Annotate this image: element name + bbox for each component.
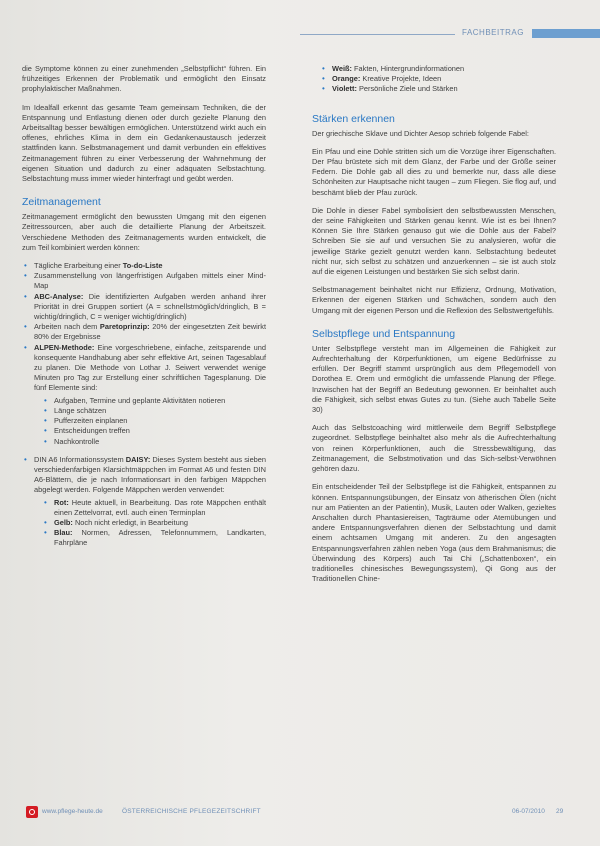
left-column bbox=[22, 64, 266, 557]
footer-magazine-name: ÖSTERREICHISCHE PFLEGEZEITSCHRIFT bbox=[122, 808, 261, 815]
method-list bbox=[22, 261, 266, 548]
daisy-sublist-continued bbox=[312, 64, 556, 95]
alpen-sublist bbox=[34, 396, 266, 447]
list-item: • Blau: Normen, Adressen, Telefonnummern, Landkarten, Fahrpläne bbox=[52, 528, 266, 548]
section-label: FACHBEITRAG bbox=[462, 28, 524, 37]
daisy-sublist bbox=[34, 498, 266, 549]
paragraph: Ein entscheidender Teil der Selbstpflege ist die Fähigkeit, entspannen zu können. Entspannungsübungen, der Einsatz von ätherischen Ölen (nicht nur am Patienten an der Patientin), Musik, Lauten oder Walken, gezieltes Anschalten durch Phantasiereisen, Tagträume oder Atemübungen und andere Entspannungsverfahren dienen der Selbstachtung und damit einem achtsamen Umgang mit anderen. Zu den angesagten Entspannungsverfahren zählen neben Yoga (aus dem Brahmanismus; die Überwindung des Körpers) auch Tai Chi („Schattenboxen“, ein traditionelles chinesisches Bewegungssystem), Qi Gong aus der Traditionellen Chine- bbox=[312, 482, 556, 584]
list-item: • DIN A6 Informationssystem DAISY: Dieses System besteht aus sieben verschiedenfarbigen Klarsichtmäppchen im Format A6 und festen DIN A6-Blättern, die je nach Informationsart in den farbigen Mäppchen abgelegt werden. Folgende Mäppchen werden verwendet: • Rot: Heute aktuell, in Bearbeitung. Das rote Mäppchen enthält einen Zettelvorrat, evtl. auch einen Terminplan • Gelb: Noch nicht erledigt, in Bearbeitung • Blau: Normen, Adressen, Telefonnummern, Landkarten, Fahrpläne bbox=[32, 455, 266, 549]
paragraph: Auch das Selbstcoaching wird mittlerweile dem Begriff Selbstpflege zugeordnet. Selbstpflege beinhaltet also mehr als die Aufrechterhaltung von reinen Körperfunktionen, auch die Stressbewältigung, das Zeitmanagement, die Selbstmotivation und das Sich-selbst-Verwöhnen gehören dazu. bbox=[312, 423, 556, 474]
list-item: • Nachkontrolle bbox=[52, 437, 266, 447]
heading-zeitmanagement: Zeitmanagement bbox=[22, 196, 101, 209]
paragraph: Der griechische Sklave und Dichter Aesop schrieb folgende Fabel: bbox=[312, 128, 529, 138]
heading-selbstpflege: Selbstpflege und Entspannung bbox=[312, 327, 456, 340]
list-item: • ALPEN-Methode: Eine vorgeschriebene, einfache, zeitsparende und konsequente Handhabung aber sehr effektive Art, seinen Tagesablauf zu planen. Die Methode von Lothar J. Seiwert verwendet wenige Minuten pro Tag zur Erstellung einer schriftlichen Tagesplanung. Die fünf Elemente sind: • Aufgaben, Termine und geplante Aktivitäten notieren • Länge schätzen • Pufferzeiten einplanen • Entscheidungen treffen • Nachkontrolle bbox=[32, 343, 266, 447]
paragraph: Im Idealfall erkennt das gesamte Team gemeinsam Techniken, die der Entspannung und Entlastung dienen oder durch gezielte Planung den Arbeitsalltag besser bewältigen ermöglichen. Unterstützend wirkt auch ein offenes, ehrliches Klima in dem ein Gedankenaustausch jederzeit stattfinden kann. Selbstmanagement und damit verbunden ein effektives Zeitmanagement führen zu einer Verbesserung der Wahrnehmung der eigenen Situation und dadurch zu einer adäquaten Selbstachtung. Selbstachtung muss immer wieder hinterfragt und geübt werden. bbox=[22, 102, 266, 184]
right-column bbox=[312, 64, 556, 592]
footer-url[interactable]: www.pflege-heute.de bbox=[42, 808, 103, 815]
list-item: • Länge schätzen bbox=[52, 406, 266, 416]
list-item: • Arbeiten nach dem Paretoprinzip: 20% der eingesetzten Zeit bewirkt 80% der Ergebnisse bbox=[32, 322, 266, 342]
footer-issue: 06-07/2010 bbox=[512, 808, 545, 815]
page-header bbox=[0, 28, 600, 40]
list-item: • Aufgaben, Termine und geplante Aktivitäten notieren bbox=[52, 396, 266, 406]
paragraph: Unter Selbstpflege versteht man im Allgemeinen die Fähigkeit zur Aufrechterhaltung der Körperfunktionen, um eigene Bedürfnisse zu erfüllen. Der Begriff stammt ursprünglich aus dem Pflegemodell von Dorothea E. Orem und ermöglicht die umfassende Planung der Pflege. Inzwischen hat der Begriff an Bedeutung gewonnen. Er beinhaltet auch die Fähigkeit, sich selbst etwas Gutes zu tun. (Siehe auch Tabelle Seite 30) bbox=[312, 343, 556, 415]
list-item: • Tägliche Erarbeitung einer To-do-Liste bbox=[32, 261, 266, 271]
paragraph: Selbstmanagement beinhaltet nicht nur Effizienz, Ordnung, Motivation, Erkennen der eigenen Stärken und Schwächen, sondern auch den Umgang mit der eigenen Person und die Reflexion des Selbstwertgefühls. bbox=[312, 285, 556, 315]
list-item: • Pufferzeiten einplanen bbox=[52, 416, 266, 426]
page-footer bbox=[0, 806, 600, 820]
paragraph: Ein Pfau und eine Dohle stritten sich um die Vorzüge ihrer Eigenschaften. Der Pfau brüstete sich mit dem Glanz, der Farbe und der Größe seiner Federn. Die Dohle gab all dies zu und bemerkte nur, dass alle diese Schönheiten zur Hauptsache nicht taugen – zum Fliegen. Sie flog auf, und beschämt blieb der Pfau zurück. bbox=[312, 146, 556, 197]
paragraph: Die Dohle in dieser Fabel symbolisiert den selbstbewussten Menschen, der seine Fähigkeiten und Stärken genau kennt. Wie ist es bei Ihnen? Können Sie Ihre Stärken genauso gut wie die Dohle aus der Fabel? Schreiben Sie sie auf und versuchen Sie zu analysieren, wofür die jeweilige Stärke gezielt genutzt werden kann. Selbstachtung bedeutet nicht nur, sich selbst zu schätzen und anzuerkennen – sie ist auch stolz auf die eigenen Leistungen und bestärken Sie sich selbst darin. bbox=[312, 205, 556, 277]
list-item: • Weiß: Fakten, Hintergrundinformationen bbox=[330, 64, 556, 74]
list-item: • Orange: Kreative Projekte, Ideen bbox=[330, 74, 556, 84]
header-rule bbox=[300, 34, 455, 35]
paragraph: Zeitmanagement ermöglicht den bewussten Umgang mit den eigenen Zeitressourcen, aber auch die detaillierte Planung der Arbeitszeit. Verschiedene Methoden des Zeitmanagements wurden entwickelt, die zum Teil kombiniert werden können: bbox=[22, 212, 266, 252]
heading-staerken: Stärken erkennen bbox=[312, 112, 395, 125]
list-item: • Entscheidungen treffen bbox=[52, 426, 266, 436]
list-item: • ABC-Analyse: Die identifizierten Aufgaben werden anhand ihrer Priorität in drei Gruppen sortiert (A = schnellstmöglich/dringlich, B = wichtig/dringlich, C = weniger wichtig/dringlich) bbox=[32, 292, 266, 323]
list-item: • Violett: Persönliche Ziele und Stärken bbox=[330, 84, 556, 94]
paragraph: die Symptome können zu einer zunehmenden „Selbstpflicht“ führen. Ein frühzeitiges Erkennen der Problematik und ermöglicht den Einsatz prophylaktischer Maßnahmen. bbox=[22, 64, 266, 94]
list-item: • Rot: Heute aktuell, in Bearbeitung. Das rote Mäppchen enthält einen Zettelvorrat, evtl. auch einen Terminplan bbox=[52, 498, 266, 518]
page-number: 29 bbox=[556, 808, 564, 815]
list-item: • Gelb: Noch nicht erledigt, in Bearbeitung bbox=[52, 518, 266, 528]
publisher-logo-icon bbox=[26, 806, 38, 818]
header-color-tab bbox=[532, 29, 600, 38]
list-item: • Zusammenstellung von längerfristigen Aufgaben mittels einer Mind-Map bbox=[32, 271, 266, 291]
